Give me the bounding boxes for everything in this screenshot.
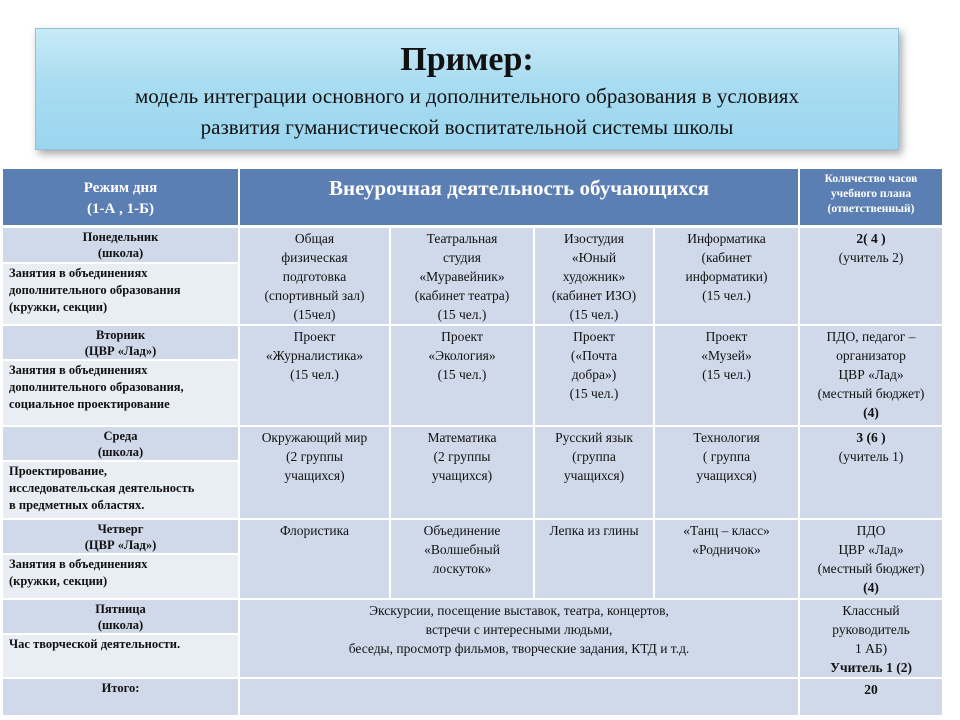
tuesday-activity-type: Занятия в объединениях дополнительного образования, социальное проектирование xyxy=(2,360,239,426)
tuesday-activity-2: Проект «Экология» (15 чел.) xyxy=(390,325,534,426)
tuesday-activity-1: Проект «Журналистика» (15 чел.) xyxy=(239,325,390,426)
day-thursday: Четверг (ЦВР «Лад») xyxy=(2,519,239,554)
banner-subtitle-line-2: развития гуманистической воспитательной системы школы xyxy=(200,115,734,139)
day-monday: Понедельник (школа) xyxy=(2,226,239,263)
tuesday-activity-3: Проект («Почта добра») (15 чел.) xyxy=(534,325,654,426)
monday-activity-4: Информатика (кабинет информатики) (15 чел.) xyxy=(654,226,799,325)
title-banner xyxy=(35,28,899,150)
wednesday-activity-type: Проектирование, исследовательская деятельность в предметных областях. xyxy=(2,461,239,519)
total-label: Итого: xyxy=(2,678,239,716)
monday-hours: 2( 4 ) (учитель 2) xyxy=(799,226,943,325)
friday-hours: Классный руководитель 1 АБ) Учитель 1 (2) xyxy=(799,599,943,678)
thursday-activity-3: Лепка из глины xyxy=(534,519,654,599)
wednesday-hours: 3 (6 ) (учитель 1) xyxy=(799,426,943,519)
total-value: 20 xyxy=(799,678,943,716)
day-wednesday: Среда (школа) xyxy=(2,426,239,461)
friday-activity-type: Час творческой деятельности. xyxy=(2,634,239,677)
header-day-mode: Режим дня (1-А , 1-Б) xyxy=(2,168,239,226)
thursday-activity-4: «Танц – класс» «Родничок» xyxy=(654,519,799,599)
total-empty xyxy=(239,678,799,716)
monday-activity-3: Изостудия «Юный художник» (кабинет ИЗО) (15 чел.) xyxy=(534,226,654,325)
schedule-table xyxy=(1,167,944,717)
header-extracurricular: Внеурочная деятельность обучающихся xyxy=(239,168,799,226)
thursday-activity-type: Занятия в объединениях (кружки, секции) xyxy=(2,554,239,599)
wednesday-activity-1: Окружающий мир (2 группы учащихся) xyxy=(239,426,390,519)
thursday-hours: ПДО ЦВР «Лад» (местный бюджет) (4) xyxy=(799,519,943,599)
monday-activity-type: Занятия в объединениях дополнительного образования (кружки, секции) xyxy=(2,263,239,325)
monday-activity-2: Театральная студия «Муравейник» (кабинет театра) (15 чел.) xyxy=(390,226,534,325)
tuesday-activity-4: Проект «Музей» (15 чел.) xyxy=(654,325,799,426)
banner-subtitle-line-1: модель интеграции основного и дополнительного образования в условиях xyxy=(135,84,799,108)
header-hours: Количество часов учебного плана (ответственный) xyxy=(799,168,943,226)
wednesday-activity-3: Русский язык (группа учащихся) xyxy=(534,426,654,519)
tuesday-hours: ПДО, педагог – организатор ЦВР «Лад» (местный бюджет) (4) xyxy=(799,325,943,426)
thursday-activity-2: Объединение «Волшебный лоскуток» xyxy=(390,519,534,599)
day-friday: Пятница (школа) xyxy=(2,599,239,635)
banner-title: Пример: xyxy=(400,41,534,78)
thursday-activity-1: Флористика xyxy=(239,519,390,599)
monday-activity-1: Общая физическая подготовка (спортивный зал) (15чел) xyxy=(239,226,390,325)
wednesday-activity-2: Математика (2 группы учащихся) xyxy=(390,426,534,519)
wednesday-activity-4: Технология ( группа учащихся) xyxy=(654,426,799,519)
friday-activities: Экскурсии, посещение выставок, театра, концертов, встречи с интересными людьми, беседы, просмотр фильмов, творческие задания, КТД и т.д. xyxy=(239,599,799,678)
day-tuesday: Вторник (ЦВР «Лад») xyxy=(2,325,239,360)
